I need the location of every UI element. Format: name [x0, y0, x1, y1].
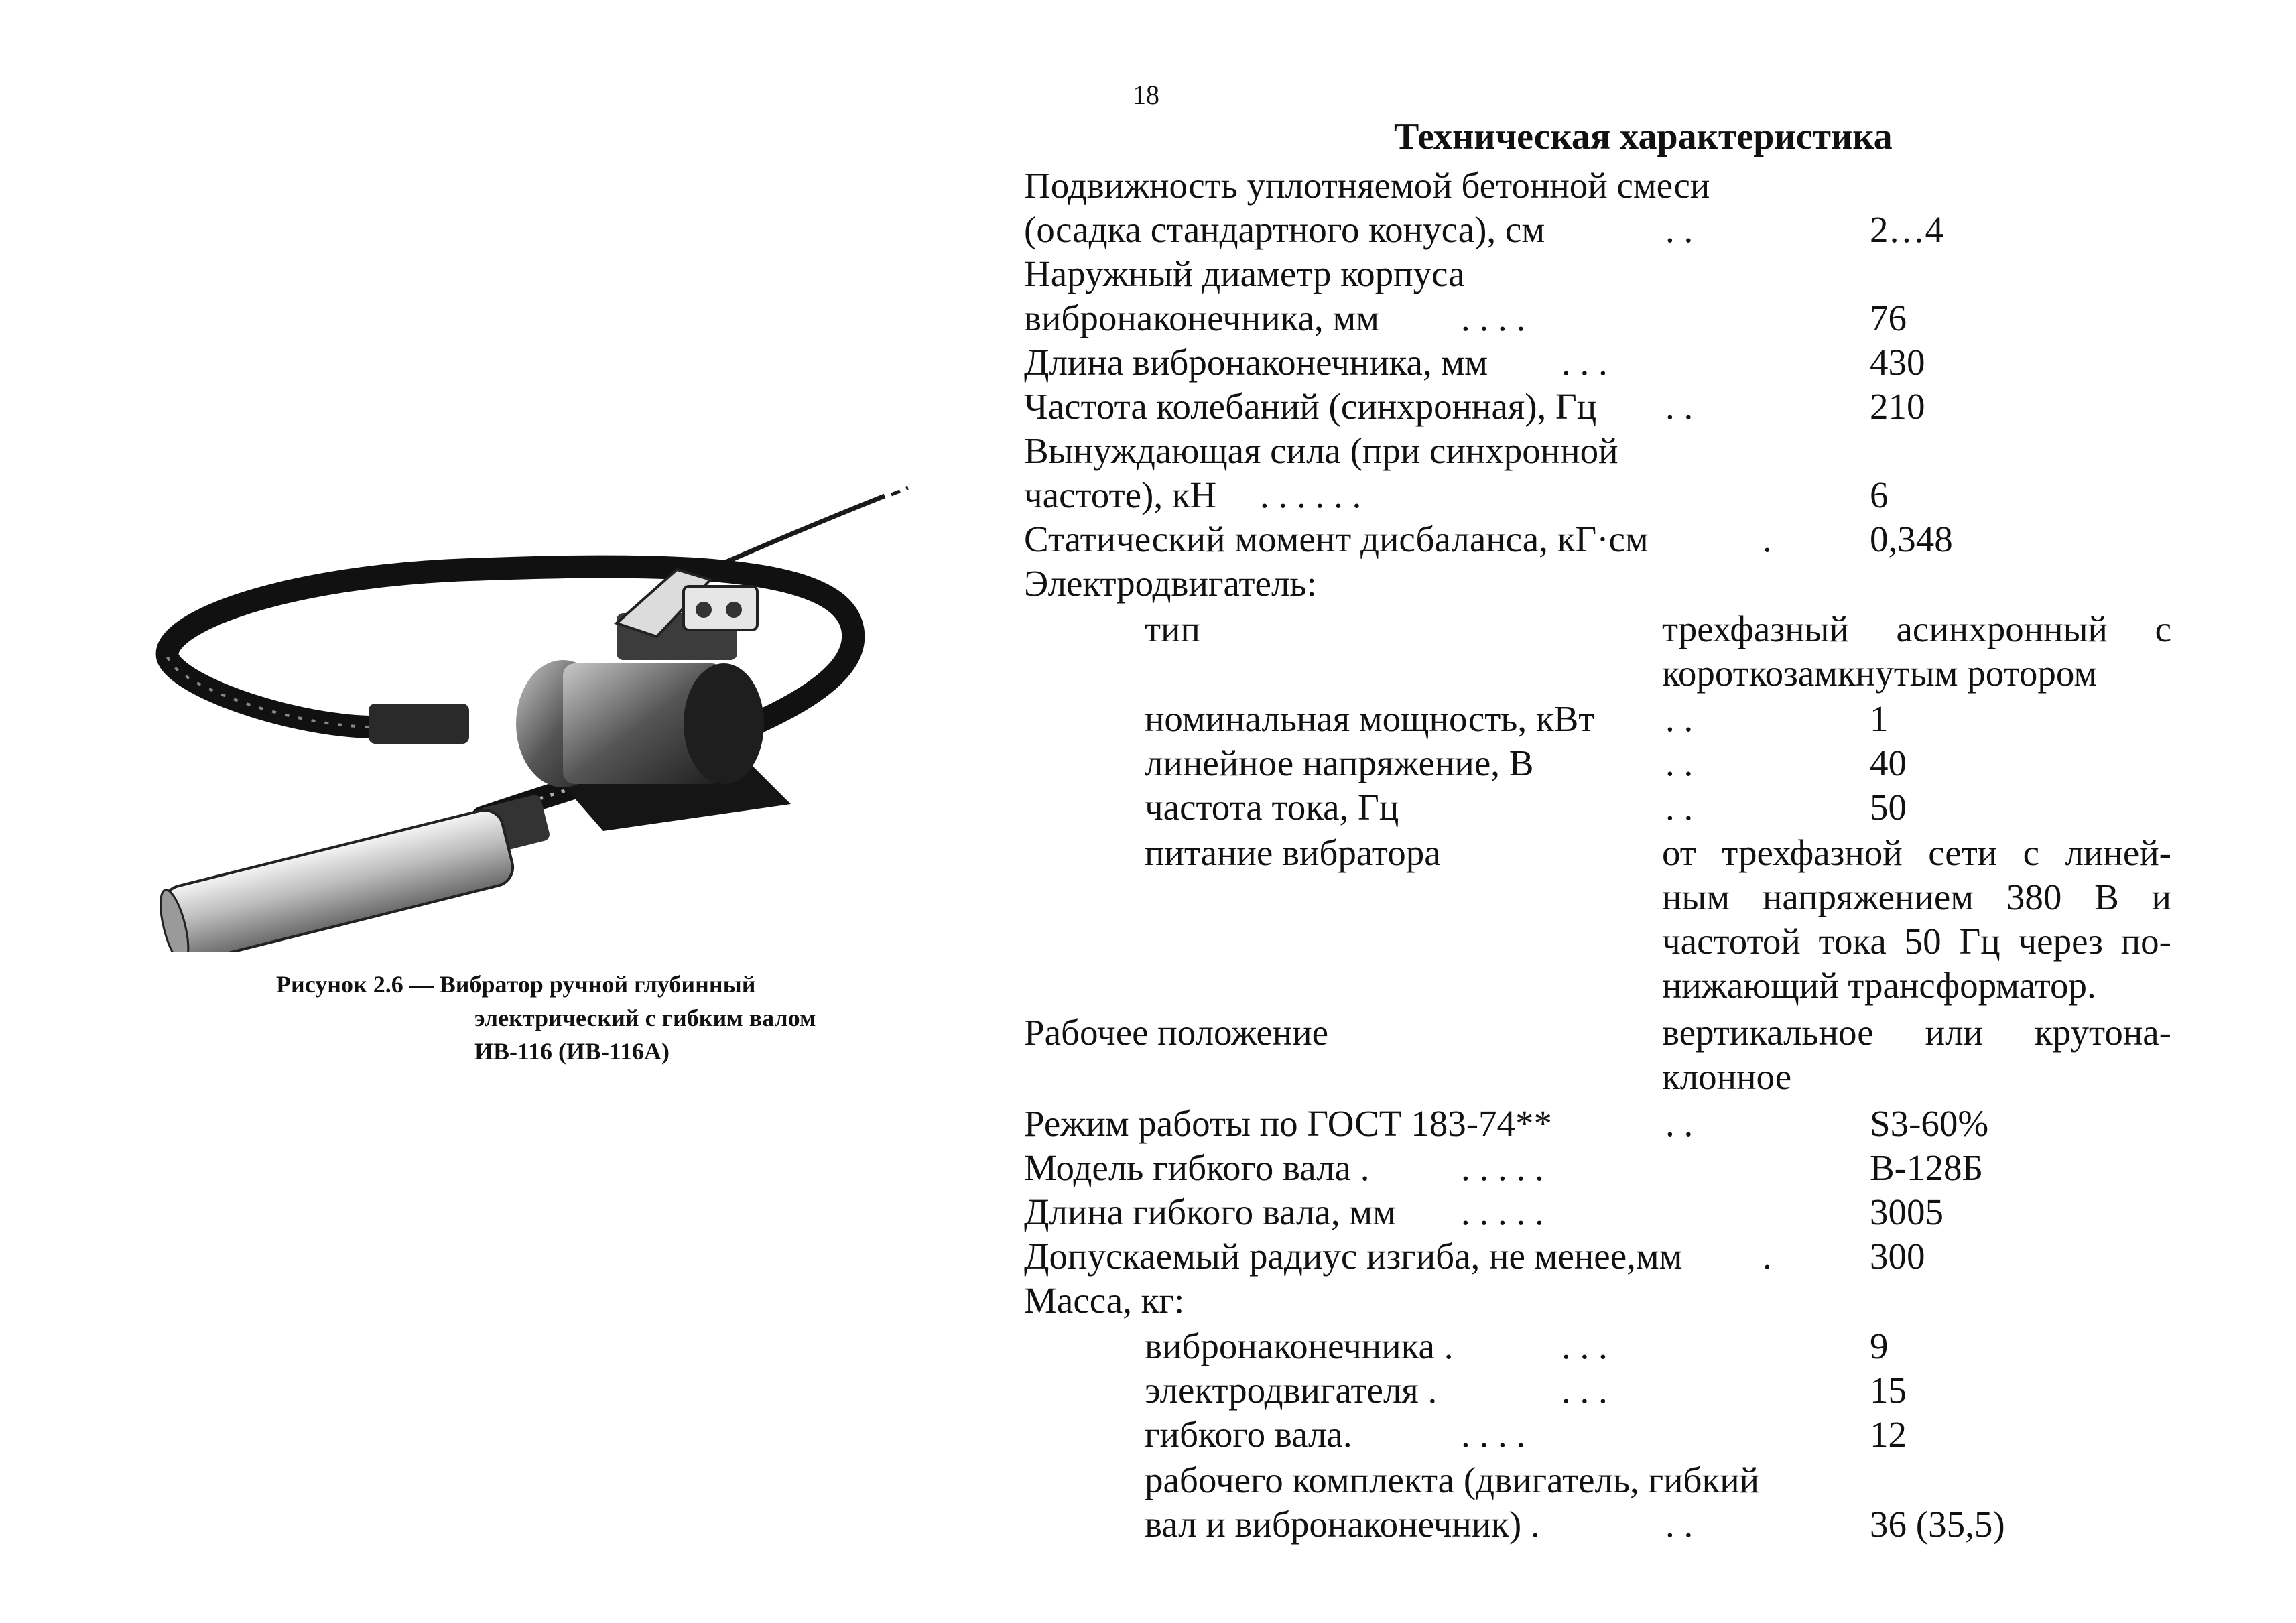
- leader-dots: . .: [1665, 386, 1694, 427]
- motor-power-value: 1: [1870, 698, 1889, 739]
- leader-dots: .: [1763, 519, 1772, 560]
- motor-supply-value: от трехфазной сети с линей-: [1662, 832, 2171, 873]
- spec-value: 430: [1870, 342, 1925, 383]
- spec-label: Статический момент дисбаланса, кГ·см: [1024, 519, 1649, 560]
- figure-caption-line: электрический с гибким валом: [474, 1004, 816, 1031]
- spec-label: Частота колебаний (синхронная), Гц: [1024, 386, 1597, 427]
- mass-value: 36 (35,5): [1870, 1504, 2005, 1545]
- mass-value: 15: [1870, 1370, 1907, 1411]
- leader-dots: . . .: [1561, 1370, 1608, 1411]
- motor-frequency-value: 50: [1870, 787, 1907, 828]
- mass-label: вал и вибронаконечник) .: [1145, 1504, 1540, 1545]
- leader-dots: . . . .: [1461, 1414, 1526, 1455]
- spec-label: Масса, кг:: [1024, 1280, 1185, 1321]
- spec-value: 3005: [1870, 1191, 1943, 1232]
- spec-label: Длина гибкого вала, мм: [1024, 1191, 1396, 1232]
- spec-value: 76: [1870, 298, 1907, 338]
- spec-value: 0,348: [1870, 519, 1953, 560]
- motor-supply-value: ным напряжением 380 В и: [1662, 877, 2171, 917]
- motor-supply-value: нижающий трансформатор.: [1662, 965, 2096, 1006]
- position-value: клонное: [1662, 1056, 1792, 1097]
- mass-value: 9: [1870, 1325, 1889, 1366]
- spec-label: Электродвигатель:: [1024, 563, 1317, 604]
- spec-label: частоте), кН: [1024, 474, 1217, 515]
- leader-dots: . . . . . .: [1260, 474, 1362, 515]
- leader-dots: . .: [1665, 209, 1694, 250]
- motor-type-value: трехфазный асинхронный с: [1662, 608, 2171, 649]
- spec-label: Модель гибкого вала .: [1024, 1147, 1370, 1188]
- spec-label: Подвижность уплотняемой бетонной смеси: [1024, 165, 1710, 206]
- figure-caption-line: ИВ-116 (ИВ-116А): [474, 1038, 670, 1065]
- leader-dots: .: [1763, 1236, 1772, 1277]
- spec-label: Наружный диаметр корпуса: [1024, 253, 1465, 294]
- mass-value: 12: [1870, 1414, 1907, 1455]
- motor-supply-value: частотой тока 50 Гц через по-: [1662, 921, 2171, 962]
- leader-dots: . .: [1665, 698, 1694, 739]
- spec-value: 210: [1870, 386, 1925, 427]
- spec-label: Режим работы по ГОСТ 183-74**: [1024, 1103, 1553, 1144]
- spec-value: S3-60%: [1870, 1103, 1989, 1144]
- motor-frequency-label: частота тока, Гц: [1145, 787, 1399, 828]
- spec-label: Длина вибронаконечника, мм: [1024, 342, 1488, 383]
- spec-label: вибронаконечника, мм: [1024, 298, 1380, 338]
- position-value: вертикальное или крутона-: [1662, 1012, 2171, 1053]
- leader-dots: . .: [1665, 1504, 1694, 1545]
- shaft-coupling: [369, 704, 469, 744]
- spec-label: Допускаемый радиус изгиба, не менее,мм: [1024, 1236, 1683, 1277]
- mass-label: гибкого вала.: [1145, 1414, 1352, 1455]
- leader-dots: . . . . .: [1461, 1147, 1544, 1188]
- motor-supply-label: питание вибратора: [1145, 832, 1441, 873]
- leader-dots: . . .: [1561, 342, 1608, 383]
- motor-type-value: короткозамкнутым ротором: [1662, 653, 2098, 694]
- power-cable-end: [891, 488, 908, 495]
- motor-voltage-label: линейное напряжение, В: [1145, 742, 1534, 783]
- section-title: Техническая характеристика: [1394, 116, 1893, 157]
- mass-label: рабочего комплекта (двигатель, гибкий: [1145, 1459, 1760, 1500]
- mass-label: электродвигателя .: [1145, 1370, 1438, 1411]
- spec-label: (осадка стандартного конуса), см: [1024, 209, 1545, 250]
- spec-label: Вынуждающая сила (при синхронной: [1024, 430, 1618, 471]
- position-label: Рабочее положение: [1024, 1012, 1329, 1053]
- spec-value: 300: [1870, 1236, 1925, 1277]
- vibrating-head-icon: [155, 806, 517, 952]
- leader-dots: . .: [1665, 787, 1694, 828]
- leader-dots: . .: [1665, 742, 1694, 783]
- spec-value: 2…4: [1870, 209, 1943, 250]
- leader-dots: . .: [1665, 1103, 1694, 1144]
- leader-dots: . . . . .: [1461, 1191, 1544, 1232]
- figure-caption-line: Рисунок 2.6 — Вибратор ручной глубинный: [276, 971, 756, 998]
- motor-power-label: номинальная мощность, кВт: [1145, 698, 1595, 739]
- page-number: 18: [1133, 80, 1159, 110]
- spec-value: В-128Б: [1870, 1147, 1984, 1188]
- motor-voltage-value: 40: [1870, 742, 1907, 783]
- motor-type-label: тип: [1145, 608, 1200, 649]
- power-cable: [724, 496, 885, 563]
- leader-dots: . . . .: [1461, 298, 1526, 338]
- leader-dots: . . .: [1561, 1325, 1608, 1366]
- spec-value: 6: [1870, 474, 1889, 515]
- mass-label: вибронаконечника .: [1145, 1325, 1454, 1366]
- vibrator-figure: [147, 469, 1012, 952]
